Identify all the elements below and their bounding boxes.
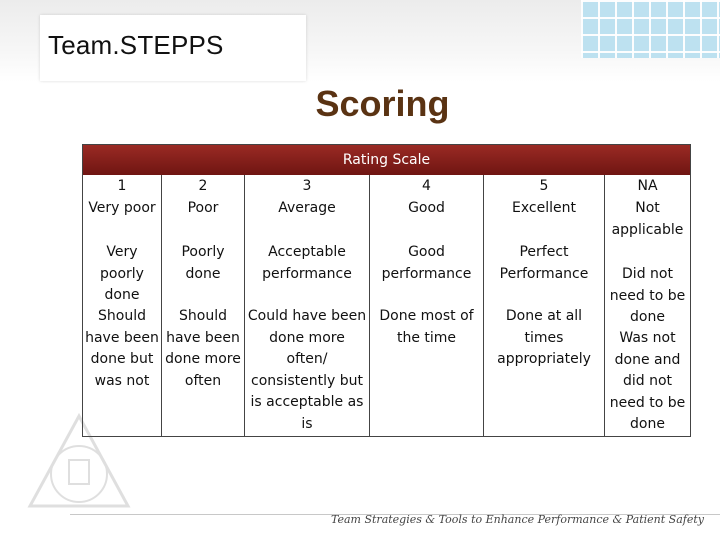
rating-label: Poor bbox=[187, 200, 219, 216]
rating-score: 5 bbox=[539, 178, 549, 194]
rating-column-5 bbox=[483, 175, 604, 436]
rating-column-2 bbox=[161, 175, 244, 436]
rating-score: NA bbox=[637, 178, 658, 194]
rating-column-3 bbox=[244, 175, 369, 436]
rating-label: Very poor bbox=[88, 200, 156, 216]
rating-label: Not applicable bbox=[611, 200, 684, 238]
rating-scale-header: Rating Scale bbox=[83, 145, 690, 175]
rating-performance: Acceptable performance bbox=[262, 244, 352, 282]
rating-performance: Good performance bbox=[381, 244, 472, 282]
grid-decoration bbox=[581, 0, 720, 58]
rating-column-4 bbox=[369, 175, 483, 436]
rating-performance: Did not need to be done bbox=[609, 266, 686, 325]
rating-score: 3 bbox=[302, 178, 312, 194]
rating-frequency: Should have been done more often bbox=[165, 308, 241, 389]
rating-label: Good bbox=[408, 200, 445, 216]
rating-score: 2 bbox=[198, 178, 208, 194]
rating-frequency: Could have been done more often/ consistently but is acceptable as is bbox=[247, 308, 367, 432]
rating-performance: Perfect Performance bbox=[499, 244, 589, 282]
slide-title: Scoring bbox=[315, 83, 450, 124]
rating-label: Excellent bbox=[512, 200, 576, 216]
rating-score: 4 bbox=[422, 178, 431, 194]
rating-column-1 bbox=[83, 175, 161, 436]
rating-performance: Poorly done bbox=[181, 244, 225, 282]
rating-label: Average bbox=[278, 200, 336, 216]
rating-frequency: Done at all times appropriately bbox=[497, 308, 591, 367]
rating-frequency: Was not done and did not need to be done bbox=[609, 330, 686, 432]
brand-name: Team.STEPPS bbox=[48, 30, 224, 60]
rating-scale-table bbox=[82, 144, 691, 437]
rating-frequency: Should have been done but was not bbox=[85, 308, 159, 389]
rating-frequency: Done most of the time bbox=[379, 308, 474, 346]
rating-performance: Very poorly done bbox=[100, 244, 144, 303]
rating-score: 1 bbox=[117, 178, 127, 194]
footer-tagline: Team Strategies & Tools to Enhance Performance & Patient Safety bbox=[331, 513, 704, 526]
teamstepps-logo-watermark bbox=[24, 410, 134, 520]
rating-column-na bbox=[604, 175, 690, 436]
